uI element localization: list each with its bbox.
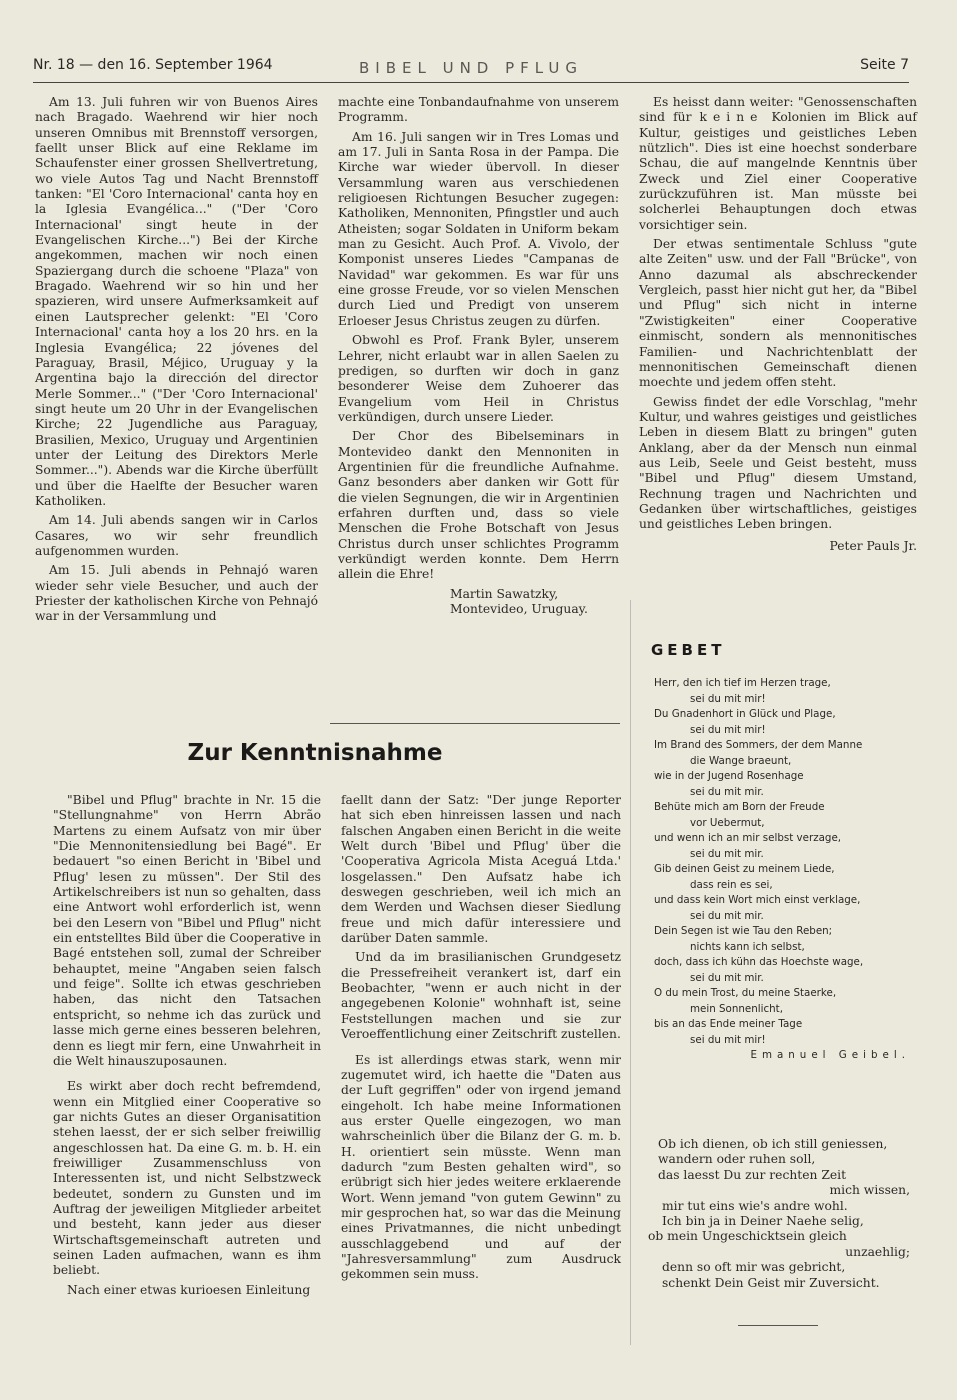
verse-line: unzaehlig; [845,1244,910,1259]
poem-line: Dein Segen ist wie Tau den Reben; [654,925,833,937]
poem-line: O du mein Trost, du meine Staerke, [654,987,837,999]
poem-line: sei du mit mir. [690,909,764,922]
section-divider [330,723,620,724]
poem-title: GEBET [651,641,726,659]
verse-line: Ob ich dienen, ob ich still geniessen, [658,1137,888,1151]
verse-line: mir tut eins wie's andre wohl. [662,1198,848,1213]
paragraph: faellt dann der Satz: "Der junge Reporter hat sich eben hinreissen lassen und nach falschen Angaben einen Bericht in die weite Welt durch 'Bibel und Pflug' über die 'Cooperativa Agricola Mista Aceguá Ltda.' losgelassen." Den Aufsatz habe ich deswegen geschrieben, weil ich mich an dem Werden und Wachsen dieser Siedlung freue und mich dafür interessiere und darüber Daten sammle. [341,793,621,946]
header-rule [33,82,909,83]
poem-line: Herr, den ich tief im Herzen trage, [654,677,831,689]
issue-date: Nr. 18 — den 16. September 1964 [33,57,273,73]
poem-line: und wenn ich an mir selbst verzage, [654,832,842,844]
paragraph-rest: Kolonien im Blick auf Kultur, geistiges und geistliches Leben nützlich". Dies ist eine hoechst sonderbare Schau, die auf mangelnde Kenntnis über Zweck und Ziel einer Cooperative zurückzuführen ist. Man müsste bei solcherlei Behauptungen doch etwas vorsichtiger sein. [639,110,917,232]
paragraph: Am 14. Juli abends sangen wir in Carlos Casares, wo wir sehr freundlich aufgenommen wurden. [35,513,318,558]
paragraph: Am 16. Juli sangen wir in Tres Lomas und am 17. Juli in Santa Rosa in der Pampa. Die Kirche war wieder übervoll. In dieser Versammlung waren aus verschiedenen religioesen Richtungen Besucher zugegen: Katholiken, Mennoniten, Pfingstler und auch Atheisten; sogar Soldaten in Uniform bekam man zu Gesicht. Auch Prof. A. Vivolo, der Komponist unseres Liedes "Campanas de Navidad" war gekommen. Es war für uns eine grosse Freude, vor so vielen Menschen durch Lied und Predigt von unserem Erloeser Jesus Christus zeugen zu dürfen. [338,129,619,328]
paragraph: Es ist allerdings etwas stark, wenn mir zugemutet wird, ich haette die "Daten aus der Luft gegriffen" oder von irgend jemand eingeholt. Ich habe meine Informationen aus erster Quelle eingezogen, wo man wahrscheinlich über die Bilanz der G. m. b. H. orientiert sein müsste. Wenn man dadurch "zum Besten gehalten wird", so erübrigt sich hier jedes weitere erklaerende Wort. Wenn jemand "von gutem Gewinn" zu mir gesprochen hat, so war das die Meinung eines Privatmannes, die nicht unbedingt ausschlaggebend und auf der "Jahresversammlung" zum Ausdruck gekommen sein muss. [341,1052,621,1282]
paragraph: Am 15. Juli abends in Pehnajó waren wieder sehr viele Besucher, und auch der Priester der katholischen Kirche von Pehnajó war in der Versammlung und [35,563,318,624]
paragraph [639,95,917,233]
article2-column-2 [341,793,621,1287]
poem-line: und dass kein Wort mich einst verklage, [654,894,861,906]
article-title: Zur Kenntnisnahme [187,740,443,766]
paragraph: Am 13. Juli fuhren wir von Buenos Aires nach Bragado. Waehrend wir hier noch unseren Omnibus mit Brennstoff versorgen, faellt unser Blick auf eine Reklame im Schaufenster einer grossen Shellvertretung, wo viele Autos Tag und Nacht Brennstoff tanken: "El 'Coro Internacional' canta hoy en la Iglesia Evangélica..." ("Der 'Coro Internacional' singt heute in der Evangelischen Kirche...") Bei der Kirche angekommen, machen wir noch einen Spaziergang durch die schoene "Plaza" von Bragado. Waehrend wir so hin und her spazieren, wird unsere Aufmerksamkeit auf einen Lautsprecher gelenkt: "El 'Coro Internacional' canta hoy a los 20 hrs. en la Inglesia Evangélica; 22 jóvenes del Paraguay, Brasil, Méjico, Uruguay y la Argentina bajo la dirección del director Merle Sommer..." ("Der 'Coro Internacional' singt heute um 20 Uhr in der Evangelischen Kirche; 22 Jugendliche aus Paraguay, Brasilien, Mexico, Uruguay und Argentinien unter der Leitung des Direktors Merle Sommer..."). Abends war die Kirche überfüllt und über die Haelfte der Besucher waren Katholiken. [35,95,318,508]
poem [654,676,916,1064]
paragraph: "Bibel und Pflug" brachte in Nr. 15 die "Stellungnahme" von Herrn Abrão Martens zu einem Aufsatz von mir über "Die Mennonitensiedlung bei Bagé". Er bedauert "so einen Bericht in 'Bibel und Pflug' lesen zu müssen". Der Stil des Artikelschreibers ist nun so gehalten, dass eine Antwort wohl erforderlich ist, wenn bei den Lesern von "Bibel und Pflug" nicht ein entstelltes Bild über die Cooperative in Bagé entstehen soll, zumal der Schreiber behauptet, meine "Angaben seien falsch und feige". Sollte ich etwas geschrieben haben, das nicht den Tatsachen entspricht, so nehme ich das zurück und lasse mich gerne eines besseren belehren, denn es liegt mir fern, eine Unwahrheit in die Welt hinauszuposaunen. [53,793,321,1068]
poem-line: Behüte mich am Born der Freude [654,801,825,813]
paragraph-start: Es heisst dann weiter: "Genossenschaften sind für [639,95,917,125]
poem-line: wie in der Jugend Rosenhage [654,770,804,782]
poem-line: sei du mit mir! [690,1033,766,1046]
paragraph: Der Chor des Bibelseminars in Montevideo dankt den Mennoniten in Argentinien für die freundliche Aufnahme. Ganz besonders aber danken wir Gott für die vielen Segnungen, die wir in Argentinien erfahren durften und, dass so viele Menschen die Frohe Botschaft von Jesus Christus durch unser schlichtes Programm verkündigt werden konnte. Dem Herrn allein die Ehre! [338,429,619,582]
signature-name: Martin Sawatzky, [450,586,559,601]
poem-line: dass rein es sei, [690,878,773,891]
end-rule [738,1325,818,1326]
poem-line: sei du mit mir. [690,971,764,984]
poem-line: vor Uebermut, [690,816,765,829]
verse-line: wandern oder ruhen soll, [658,1152,816,1167]
article2-column-1 [53,793,321,1302]
verse [640,1137,910,1291]
paragraph: Gewiss findet der edle Vorschlag, "mehr Kultur, und wahres geistiges und geistliches Leben in diesem Blatt zu bringen" guten Anklang, aber da der Mensch nun einmal aus Leib, Seele und Geist besteht, muss "Bibel und Pflug" diesem Umstand, Rechnung tragen und Nachrichten und Gedanken über wirtschaftliches, geistiges und geistliches Leben bringen. [639,394,917,532]
column-divider [630,600,631,1345]
masthead: BIBEL UND PFLUG [358,59,583,77]
paragraph: Obwohl es Prof. Frank Byler, unserem Lehrer, nicht erlaubt war in allen Saelen zu predigen, so durften wir doch in ganz besonderer Weise dem Zuhoerer das Evangelium vom Heil in Christus verkündigen, durch unsere Lieder. [338,333,619,424]
article-column-1 [35,95,318,629]
paragraph: machte eine Tonbandaufnahme von unserem Programm. [338,95,619,125]
poem-line: sei du mit mir! [690,692,766,705]
poem-line: Im Brand des Sommers, der dem Manne [654,739,863,751]
article-column-3 [639,95,917,558]
verse-line: Ich bin ja in Deiner Naehe selig, [662,1214,864,1229]
verse-line: das laesst Du zur rechten Zeit [658,1167,847,1182]
paragraph: Es wirkt aber doch recht befremdend, wenn ein Mitglied einer Cooperative so gar nichts Gutes an dieser Organisatition stehen laesst, der er sich selber freiwillig angeschlossen hat. Da eine G. m. b. H. ein freiwilliger Zusammenschluss von Interessenten ist, und nicht Selbstzweck bedeutet, sondern zu Gunsten und im Auftrag der jeweiligen Mitglieder arbeitet und besteht, kann jeder aus dieser Wirtschaftsgemeinschaft autreten und seinen Laden aufmachen, wann es ihm beliebt. [53,1079,321,1278]
poem-line: sei du mit mir. [690,847,764,860]
page-number: Seite 7 [860,57,909,73]
poem-line: Gib deinen Geist zu meinem Liede, [654,863,835,875]
poem-line: die Wange braeunt, [690,754,792,767]
page-header [33,57,909,81]
poem-author: Emanuel Geibel. [750,1049,910,1061]
poem-line: Du Gnadenhort in Glück und Plage, [654,708,836,720]
spaced-word: keine [699,110,764,125]
paragraph: Und da im brasilianischen Grundgesetz die Pressefreiheit verankert ist, darf ein Beobachter, "wenn er auch nicht in der angegebenen Kolonie" wohnhaft ist, seine Feststellungen machen und sie zur Veroeffentlichung einer Zeitschrift zustellen. [341,950,621,1042]
paragraph: Nach einer etwas kurioesen Einleitung [67,1282,311,1297]
verse-line: mich wissen, [829,1183,910,1198]
article-column-2 [338,95,619,617]
paragraph: Der etwas sentimentale Schluss "gute alte Zeiten" usw. und der Fall "Brücke", von Anno dazumal als abschreckender Vergleich, passt hier nicht gut her, da "Bibel und Pflug" sich nicht in interne "Zwistigkeiten" einer Cooperative einmischt, sondern als mennonitisches Familien- und Nachrichtenblatt der mennonitischen Gemeinschaft dienen moechte und jedem offen steht. [639,237,917,390]
signature-place: Montevideo, Uruguay. [450,602,588,616]
poem-line: mein Sonnenlicht, [690,1002,783,1015]
poem-line: sei du mit mir. [690,785,764,798]
verse-line: denn so oft mir was gebricht, [662,1260,846,1275]
poem-line: sei du mit mir! [690,723,766,736]
poem-line: nichts kann ich selbst, [690,940,805,953]
verse-line: schenkt Dein Geist mir Zuversicht. [662,1275,880,1290]
poem-line: doch, dass ich kühn das Hoechste wage, [654,956,864,968]
signature: Peter Pauls Jr. [829,538,917,553]
poem-line: bis an das Ende meiner Tage [654,1018,803,1030]
verse-line: ob mein Ungeschicktsein gleich [648,1229,847,1244]
